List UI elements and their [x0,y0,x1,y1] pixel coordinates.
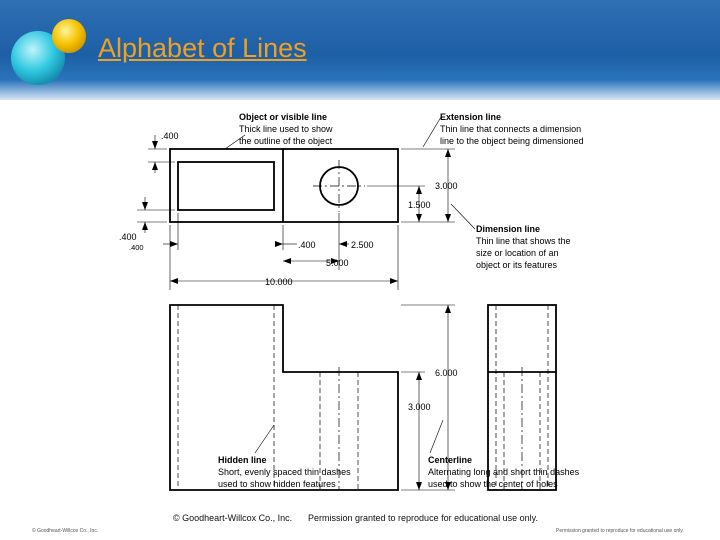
dim-1500: 1.500 [408,200,431,210]
label-dimension-line-1: Thin line that shows the [476,236,571,246]
label-object-line-2: the outline of the object [239,136,333,146]
dim-6000: 6.000 [435,368,458,378]
footer-copyright: © Goodheart-Willcox Co., Inc. [173,513,293,523]
label-object-line-1: Thick line used to show [239,124,333,134]
footer-copyright-small: © Goodheart-Willcox Co., Inc. [32,528,99,534]
dim-5000: 5.000 [326,258,349,268]
label-hidden-line-2: used to show hidden features [218,479,336,489]
footer-permission-small: Permission granted to reproduce for educational use only. [556,528,684,534]
slide-title: Alphabet of Lines [98,33,307,63]
slot-outline [178,162,274,210]
label-centerline-1: Alternating long and short thin dashes [428,467,580,477]
label-object-line-heading: Object or visible line [239,112,328,122]
dim-10000: 10.000 [265,277,293,287]
top-view-outline [170,149,398,222]
logo-circles-icon [8,14,92,88]
dim-3000-front: 3.000 [408,402,431,412]
label-dimension-line-3: object or its features [476,260,558,270]
dim-400-left-a: .400 [119,232,137,242]
footer-permission: Permission granted to reproduce for educational use only. [308,513,538,523]
dim-400-left-b: .400 [129,243,144,252]
dim-400-mid: .400 [298,240,316,250]
label-extension-line-2: line to the object being dimensioned [440,136,584,146]
technical-drawing [115,105,625,495]
front-view-outline [170,305,398,490]
label-centerline-heading: Centerline [428,455,473,465]
label-extension-line-heading: Extension line [440,112,502,122]
dim-3000-right: 3.000 [435,181,458,191]
label-extension-line-1: Thin line that connects a dimension [440,124,582,134]
dim-400-top: .400 [161,131,179,141]
label-dimension-line-heading: Dimension line [476,224,541,234]
label-hidden-line-heading: Hidden line [218,455,267,465]
label-hidden-line-1: Short, evenly spaced thin dashes [218,467,351,477]
label-centerline-2: used to show the center of holes [428,479,558,489]
label-dimension-line-2: size or location of an [476,248,559,258]
dim-2500: 2.500 [351,240,374,250]
